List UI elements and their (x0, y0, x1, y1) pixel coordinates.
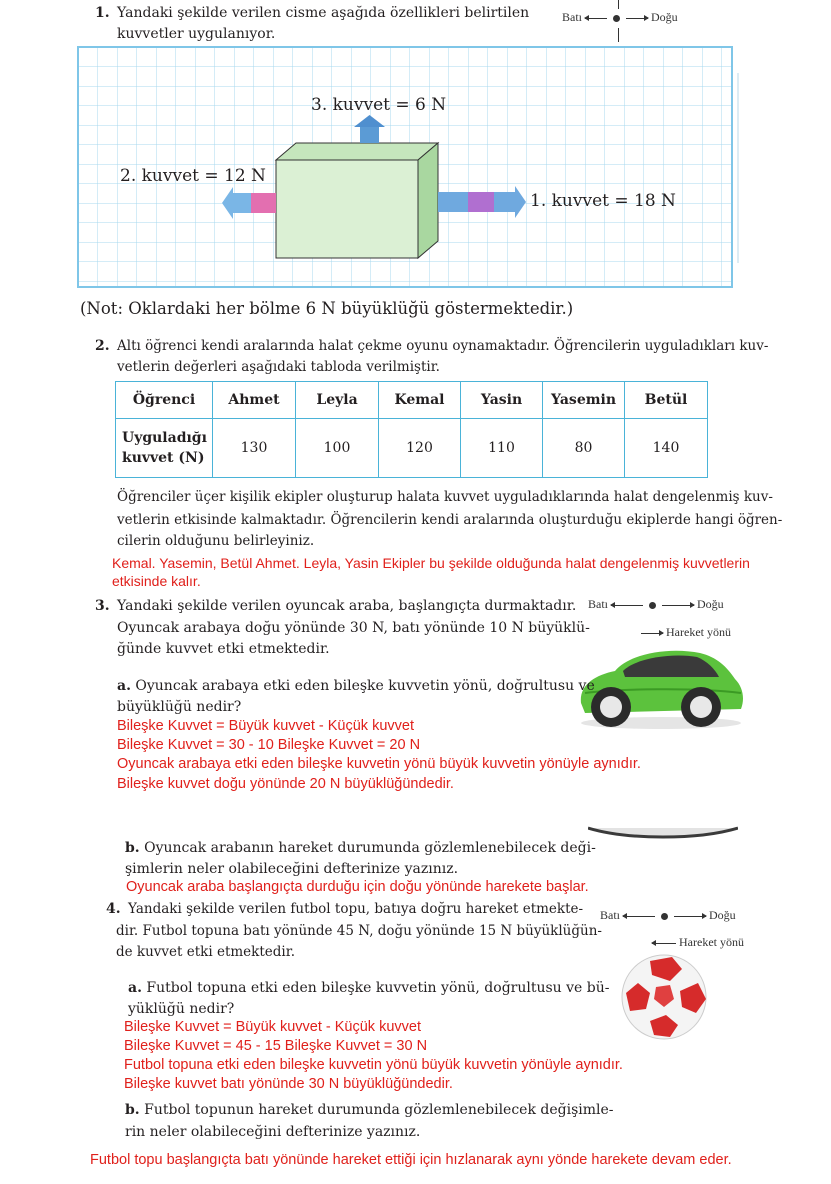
compass-west-label: Batı (600, 908, 620, 922)
east-arrow-icon (674, 916, 706, 917)
q1-number: 1. (95, 5, 110, 21)
q4a-line1: a. Futbol topuna etki eden bileşke kuvvetin yönü, doğrultusu ve bü- (128, 980, 610, 996)
table-header-cell: Öğrenci (116, 382, 213, 419)
q3b-line1: b. Oyuncak arabanın hareket durumunda gözlemlenebilecek deği- (125, 840, 596, 856)
car-shadow-remnant (588, 826, 738, 840)
q4b-line1: b. Futbol topunun hareket durumunda gözlemlenebilecek değişimle- (125, 1102, 614, 1118)
compass-south-tick (618, 28, 619, 42)
q2-body-line2: vetlerin etkisinde kalmaktadır. Öğrencilerin kendi aralarında oluşturduğu ekiplerde hangi öğren- (117, 512, 783, 528)
q3b-line2: şimlerin neler olabileceğini defterinize yazınız. (125, 861, 459, 877)
force2-label: 2. kuvvet = 12 N (120, 166, 266, 186)
q3-motion-direction (641, 625, 731, 640)
motion-east-arrow-icon (641, 633, 663, 634)
q4-motion-direction (652, 935, 744, 950)
object-box (276, 143, 438, 258)
q3-number: 3. (95, 598, 110, 614)
table-header-cell: Betül (625, 382, 708, 419)
table-header-cell: Leyla (296, 382, 379, 419)
table-cell: 80 (543, 419, 625, 478)
q2-answer-line1: Kemal. Yasemin, Betül Ahmet. Leyla, Yasin Ekipler bu şekilde olduğunda halat dengelenmiş kuvvetlerin (112, 555, 750, 571)
compass-center-icon (613, 15, 620, 22)
q3-text-line1: Yandaki şekilde verilen oyuncak araba, başlangıçta durmaktadır. (117, 598, 577, 614)
q3-text-line3: ğünde kuvvet etki etmektedir. (117, 641, 330, 657)
q4a-answer-3: Futbol topuna etki eden bileşke kuvvetin yönü büyük kuvvetin yönüyle aynıdır. (124, 1057, 623, 1073)
table-cell: 100 (296, 419, 379, 478)
table-row-label: Uyguladığı kuvvet (N) (116, 419, 213, 478)
q2-body-line1: Öğrenciler üçer kişilik ekipler oluşturup halata kuvvet uyguladıklarında halat dengelenmiş kuv- (117, 489, 773, 505)
q3a-answer-1: Bileşke Kuvvet = Büyük kuvvet - Küçük kuvvet (117, 718, 414, 734)
motion-label: Hareket yönü (679, 935, 744, 949)
q4-text-line1: Yandaki şekilde verilen futbol topu, batıya doğru hareket etmekte- (128, 901, 584, 917)
east-arrow-icon (662, 605, 694, 606)
table-cell: 140 (625, 419, 708, 478)
q4-text-line2: dir. Futbol topuna batı yönünde 45 N, doğu yönünde 15 N büyüklüğün- (116, 923, 602, 939)
q2-number: 2. (95, 338, 110, 354)
q4a-line2: yüklüğü nedir? (128, 1001, 235, 1017)
table-row (116, 419, 708, 478)
table-header-row (116, 382, 708, 419)
q3-text-line2: Oyuncak arabaya doğu yönünde 30 N, batı yönünde 10 N büyüklü- (117, 620, 590, 636)
q2-intro-line1: Altı öğrenci kendi aralarında halat çekme oyunu oynamaktadır. Öğrencilerin uyguladıkları kuv- (117, 338, 769, 354)
q4-text-line3: de kuvvet etki etmektedir. (116, 944, 295, 960)
force3-label: 3. kuvvet = 6 N (311, 95, 447, 115)
q4b-line2: rin neler olabileceğini defterinize yazınız. (125, 1124, 421, 1140)
table-header-cell: Kemal (379, 382, 461, 419)
q3a-answer-3: Oyuncak arabaya etki eden bileşke kuvvetin yönü büyük kuvvetin yönüyle aynıdır. (117, 756, 641, 772)
compass-north-tick (618, 0, 619, 9)
q4-number: 4. (106, 901, 121, 917)
q2-intro-line2: vetlerin değerleri aşağıdaki tabloda verilmiştir. (117, 359, 440, 375)
q1-compass (562, 10, 678, 25)
q4a-answer-1: Bileşke Kuvvet = Büyük kuvvet - Küçük kuvvet (124, 1019, 421, 1035)
toy-car-icon (575, 643, 747, 731)
q4b-answer: Futbol topu başlangıçta batı yönünde hareket ettiği için hızlanarak aynı yönde harekete devam eder. (90, 1152, 732, 1168)
q3a-answer-4: Bileşke kuvvet doğu yönünde 20 N büyüklüğündedir. (117, 776, 454, 792)
west-arrow-icon (623, 916, 655, 917)
compass-east-label: Doğu (697, 597, 724, 611)
soccer-ball-icon (620, 953, 708, 1041)
q3b-answer: Oyuncak araba başlangıçta durduğu için doğu yönünde harekete başlar. (126, 879, 589, 895)
table-cell: 130 (213, 419, 296, 478)
west-arrow-icon (611, 605, 643, 606)
q1-text-line1: Yandaki şekilde verilen cisme aşağıda özellikleri belirtilen (117, 5, 530, 21)
q2-answer-line2: etkisinde kalır. (112, 573, 201, 589)
q3-compass (588, 597, 724, 612)
q3a-line1: a. Oyuncak arabaya etki eden bileşke kuvvetin yönü, doğrultusu ve (117, 678, 595, 694)
force1-label: 1. kuvvet = 18 N (530, 191, 676, 211)
table-header-cell: Ahmet (213, 382, 296, 419)
east-arrow-icon (626, 18, 648, 19)
q1-text-line2: kuvvetler uygulanıyor. (117, 26, 276, 42)
motion-west-arrow-icon (652, 943, 676, 944)
table-header-cell: Yasemin (543, 382, 625, 419)
q2-body-line3: cilerin olduğunu belirleyiniz. (117, 533, 315, 549)
q3a-answer-2: Bileşke Kuvvet = 30 - 10 Bileşke Kuvvet = 20 N (117, 737, 421, 753)
compass-center-icon (661, 913, 668, 920)
compass-east-label: Doğu (709, 908, 736, 922)
table-cell: 120 (379, 419, 461, 478)
table-cell: 110 (461, 419, 543, 478)
motion-label: Hareket yönü (666, 625, 731, 639)
q4a-answer-2: Bileşke Kuvvet = 45 - 15 Bileşke Kuvvet = 30 N (124, 1038, 428, 1054)
compass-west-label: Batı (562, 10, 582, 24)
force-table (115, 381, 708, 478)
compass-east-label: Doğu (651, 10, 678, 24)
q4-compass (600, 908, 736, 923)
table-header-cell: Yasin (461, 382, 543, 419)
west-arrow-icon (585, 18, 607, 19)
q3a-line2: büyüklüğü nedir? (117, 699, 242, 715)
q1-note: (Not: Oklardaki her bölme 6 N büyüklüğü göstermektedir.) (80, 299, 574, 318)
q4a-answer-4: Bileşke kuvvet batı yönünde 30 N büyüklüğündedir. (124, 1076, 453, 1092)
compass-center-icon (649, 602, 656, 609)
compass-west-label: Batı (588, 597, 608, 611)
